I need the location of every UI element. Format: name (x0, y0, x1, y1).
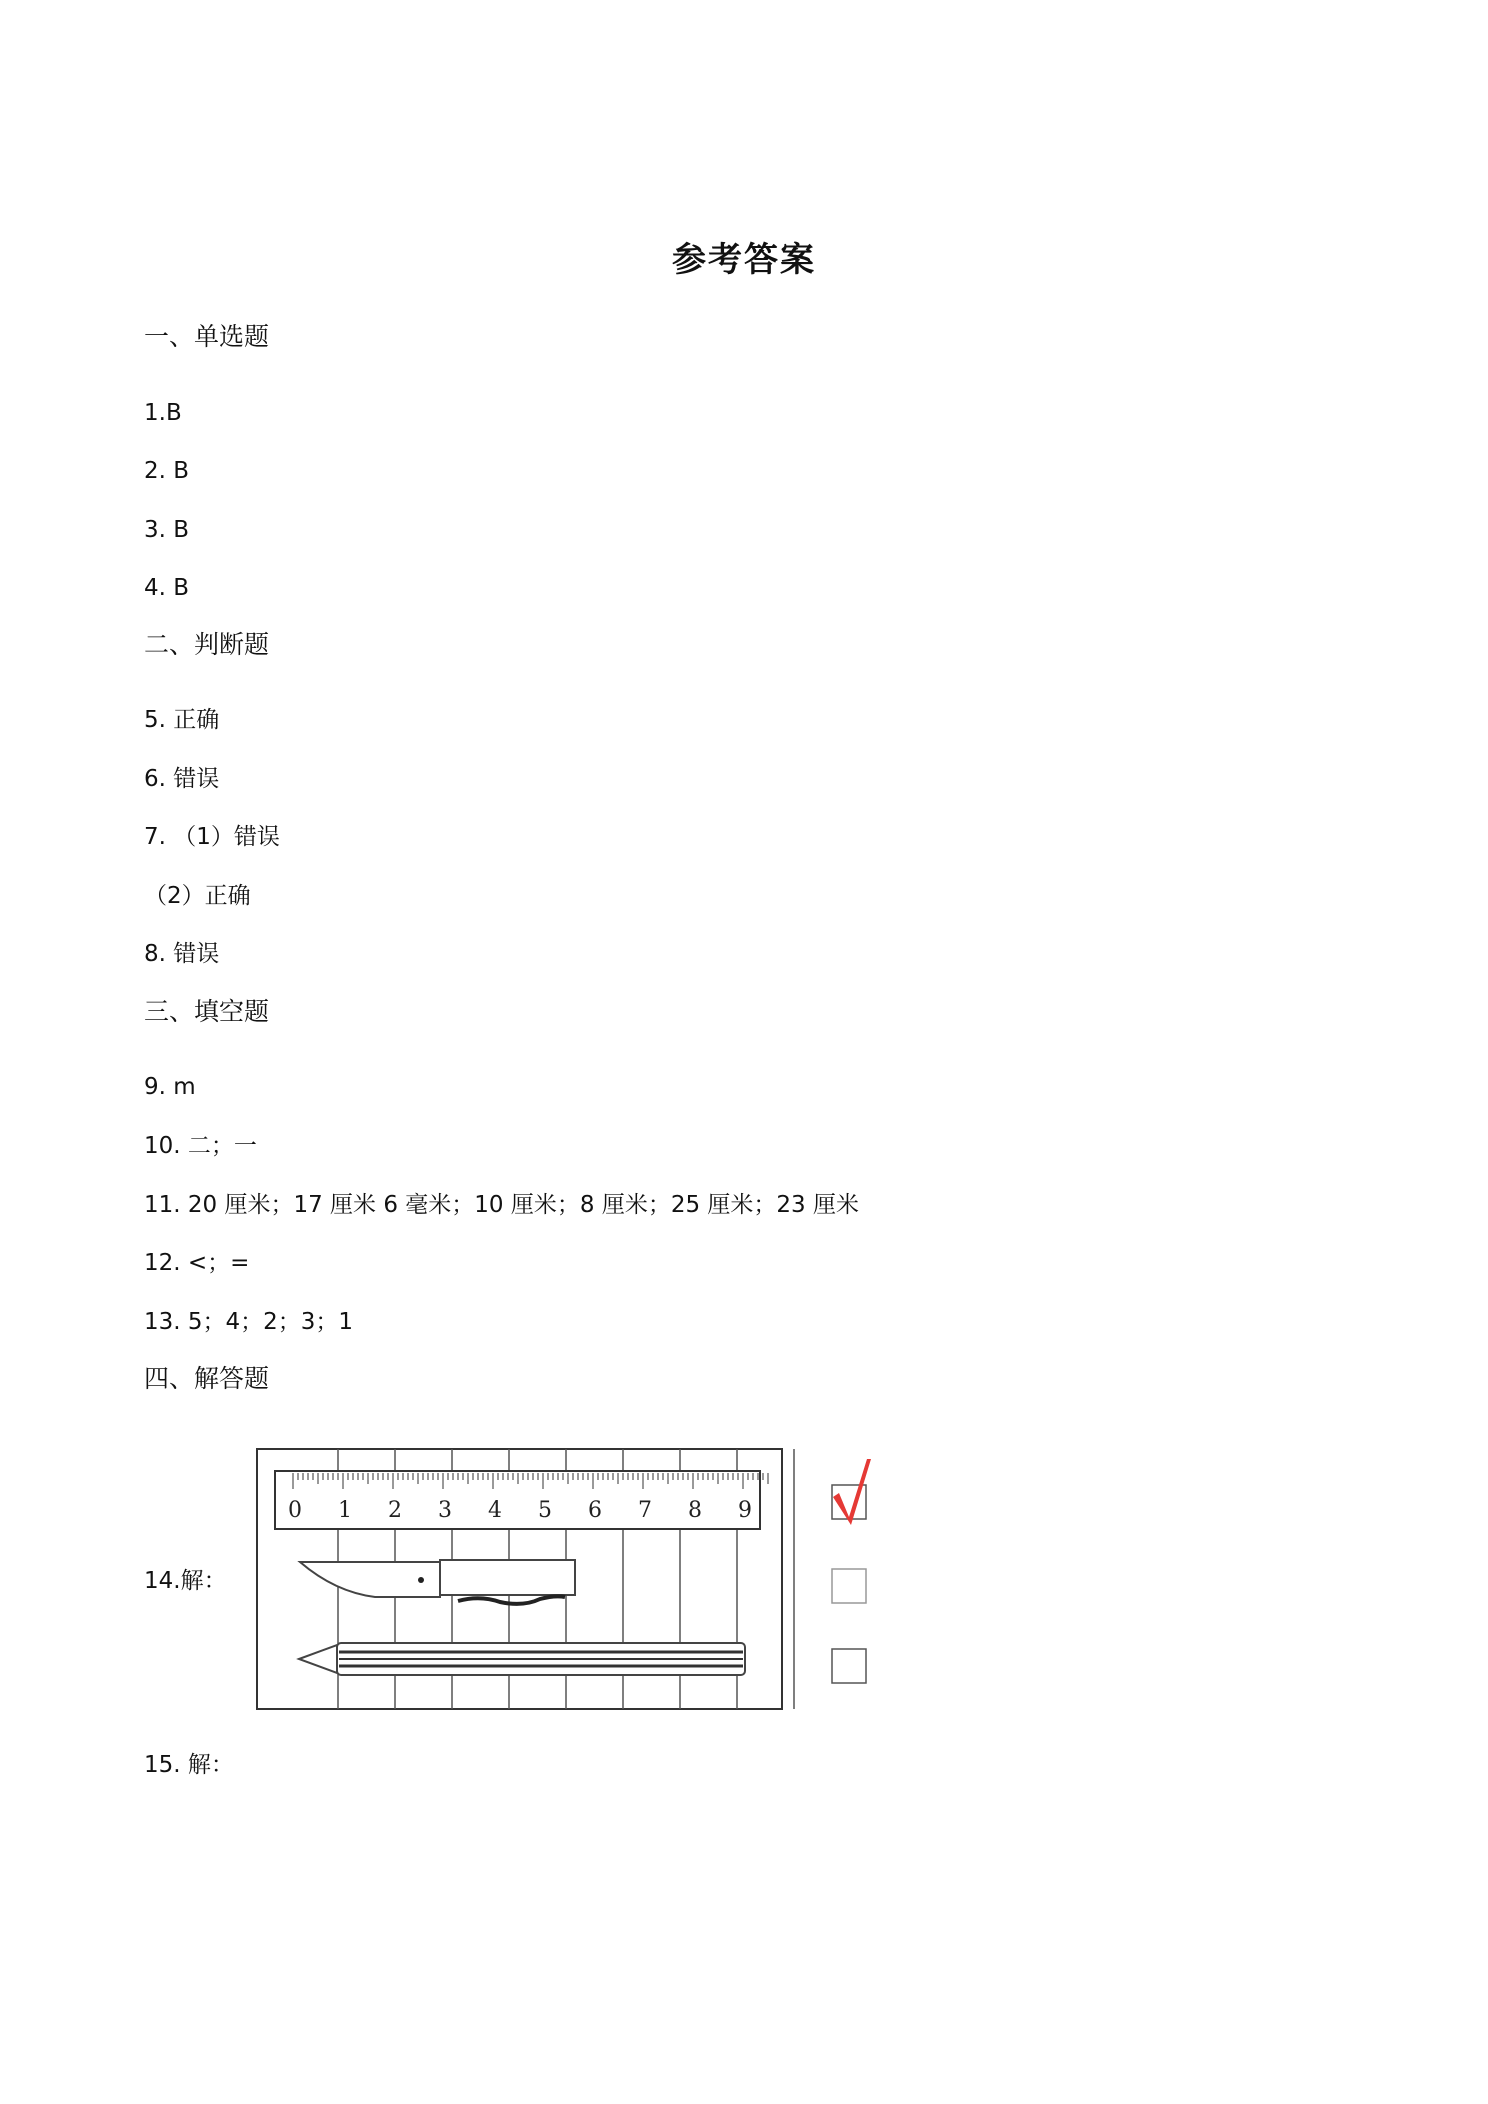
section-heading-fill-blank: 三、填空题 (144, 997, 270, 1026)
answer-7-part-2: （2）正确 (144, 883, 251, 909)
answer-9: 9. m (144, 1074, 196, 1100)
answer-15: 15. 解： (144, 1752, 234, 1778)
section-heading-single-choice: 一、单选题 (144, 322, 270, 351)
ruler-label: 7 (638, 1498, 652, 1523)
answer-2: 2. B (144, 458, 190, 484)
ruler-label: 1 (338, 1498, 352, 1523)
page-title: 参考答案 (672, 240, 816, 280)
answer-8: 8. 错误 (144, 941, 220, 967)
answer-6: 6. 错误 (144, 766, 220, 792)
ruler-label: 3 (438, 1498, 452, 1523)
pencil-drawing (299, 1643, 745, 1675)
ruler-label: 5 (538, 1498, 552, 1523)
answer-box-3 (832, 1649, 866, 1683)
ruler-label: 4 (488, 1498, 502, 1523)
ruler (275, 1471, 768, 1529)
answer-5: 5. 正确 (144, 707, 220, 733)
ruler-label: 9 (738, 1498, 752, 1523)
section-heading-true-false: 二、判断题 (144, 630, 270, 659)
knife-rivet (418, 1577, 424, 1583)
answer-7: 7. （1）错误 (144, 824, 280, 850)
answer-10: 10. 二；一 (144, 1133, 257, 1159)
ruler-label: 0 (288, 1498, 302, 1523)
answer-1: 1.B (144, 400, 182, 426)
answer-12: 12. <；= (144, 1250, 250, 1276)
answer-14: 14.解： (144, 1568, 227, 1594)
ruler-label: 2 (388, 1498, 402, 1523)
ruler-label: 6 (588, 1498, 602, 1523)
answer-3: 3. B (144, 517, 190, 543)
ruler-comparison-figure (255, 1447, 895, 1727)
answer-4: 4. B (144, 575, 190, 601)
ruler-label: 8 (688, 1498, 702, 1523)
section-heading-solve: 四、解答题 (144, 1364, 270, 1393)
answer-11: 11. 20 厘米；17 厘米 6 毫米；10 厘米；8 厘米；25 厘米；23 厘米 (144, 1192, 859, 1218)
knife-handle (440, 1560, 575, 1595)
answer-13: 13. 5；4；2；3；1 (144, 1309, 354, 1335)
answer-box-2 (832, 1569, 866, 1603)
